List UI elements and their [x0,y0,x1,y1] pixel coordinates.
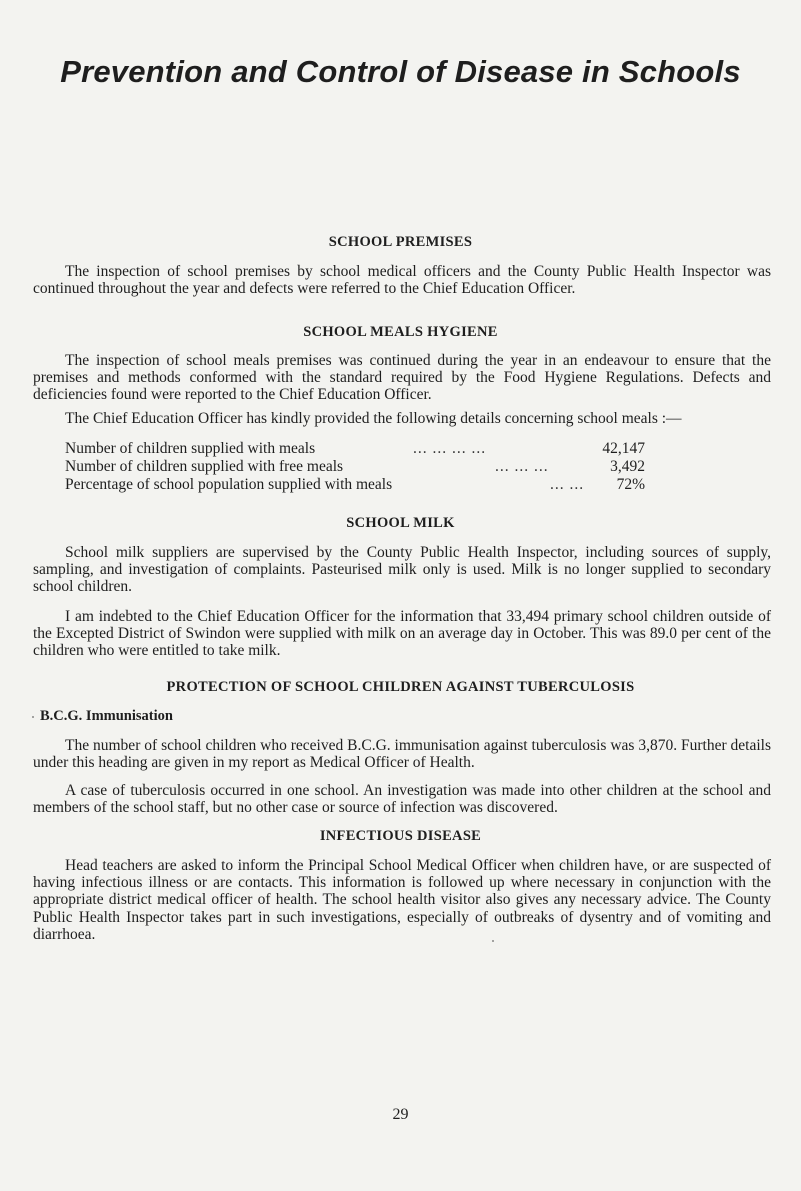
infectious-disease-paragraph: Head teachers are asked to inform the Principal School Medical Officer when children have, or are suspected of having infectious illness or are contacts. This information is followed up where necessary in conjunction with the appropriate district medical officer of health. The school health visitor also gives any necessary advice. The County Public Health Inspector takes part in such investigations, especially of outbreaks of dysentry and of vomiting and diarrhoea. [33,857,771,943]
meals-stat-label: Number of children supplied with free meals [65,458,344,475]
meals-stat-label: Number of children supplied with meals [65,440,316,457]
meals-stat-row [65,458,645,476]
leader-dots: ... ... ... ... [413,440,487,457]
page-title: Prevention and Control of Disease in Schools [60,54,741,89]
tuberculosis-heading: PROTECTION OF SCHOOL CHILDREN AGAINST TUBERCULOSIS [166,679,635,695]
infectious-disease-heading: INFECTIOUS DISEASE [319,828,482,844]
meals-stat-value: 3,492 [610,458,645,475]
school-milk-paragraph-1: School milk suppliers are supervised by the County Public Health Inspector, including sources of supply, sampling, and investigation of complaints. Pasteurised milk only is used. Milk is no longer supplied to secondary school children. [33,544,771,596]
meals-stat-value: 72% [616,476,645,493]
school-meals-paragraph-2: The Chief Education Officer has kindly provided the following details concerning school meals :— [65,410,682,427]
bcg-subheading: B.C.G. Immunisation [40,708,173,724]
meals-stat-row [65,476,645,494]
school-milk-paragraph-2: I am indebted to the Chief Education Officer for the information that 33,494 primary school children outside of the Excepted District of Swindon were supplied with milk on an average day in October. This was 89.0 per cent of the children who were entitled to take milk. [33,608,771,660]
leader-dots: ... ... [550,476,585,493]
bcg-paragraph-1: The number of school children who received B.C.G. immunisation against tuberculosis was 3,870. Further details under this heading are given in my report as Medical Officer of Health. [33,737,771,772]
school-meals-paragraph-1: The inspection of school meals premises was continued during the year in an endeavour to ensure that the premises and methods conformed with the standard required by the Food Hygiene Regulations. Defects and deficiencies found were reported to the Chief Education Officer. [33,352,771,404]
page-number: 29 [392,1106,409,1123]
leader-dots: ... ... ... [495,458,549,475]
paper-speck [32,716,34,718]
bcg-paragraph-2: A case of tuberculosis occurred in one school. An investigation was made into other children at the school and members of the school staff, but no other case or source of infection was discovered. [33,782,771,817]
meals-stat-label: Percentage of school population supplied with meals [65,476,393,493]
paper-speck [492,940,494,942]
school-premises-heading: SCHOOL PREMISES [328,234,473,250]
meals-stat-row [65,440,645,458]
school-meals-hygiene-heading: SCHOOL MEALS HYGIENE [303,324,498,340]
school-milk-heading: SCHOOL MILK [346,515,455,531]
school-premises-paragraph: The inspection of school premises by school medical officers and the County Public Health Inspector was continued throughout the year and defects were referred to the Chief Education Officer. [33,263,771,298]
meals-stat-value: 42,147 [602,440,645,457]
